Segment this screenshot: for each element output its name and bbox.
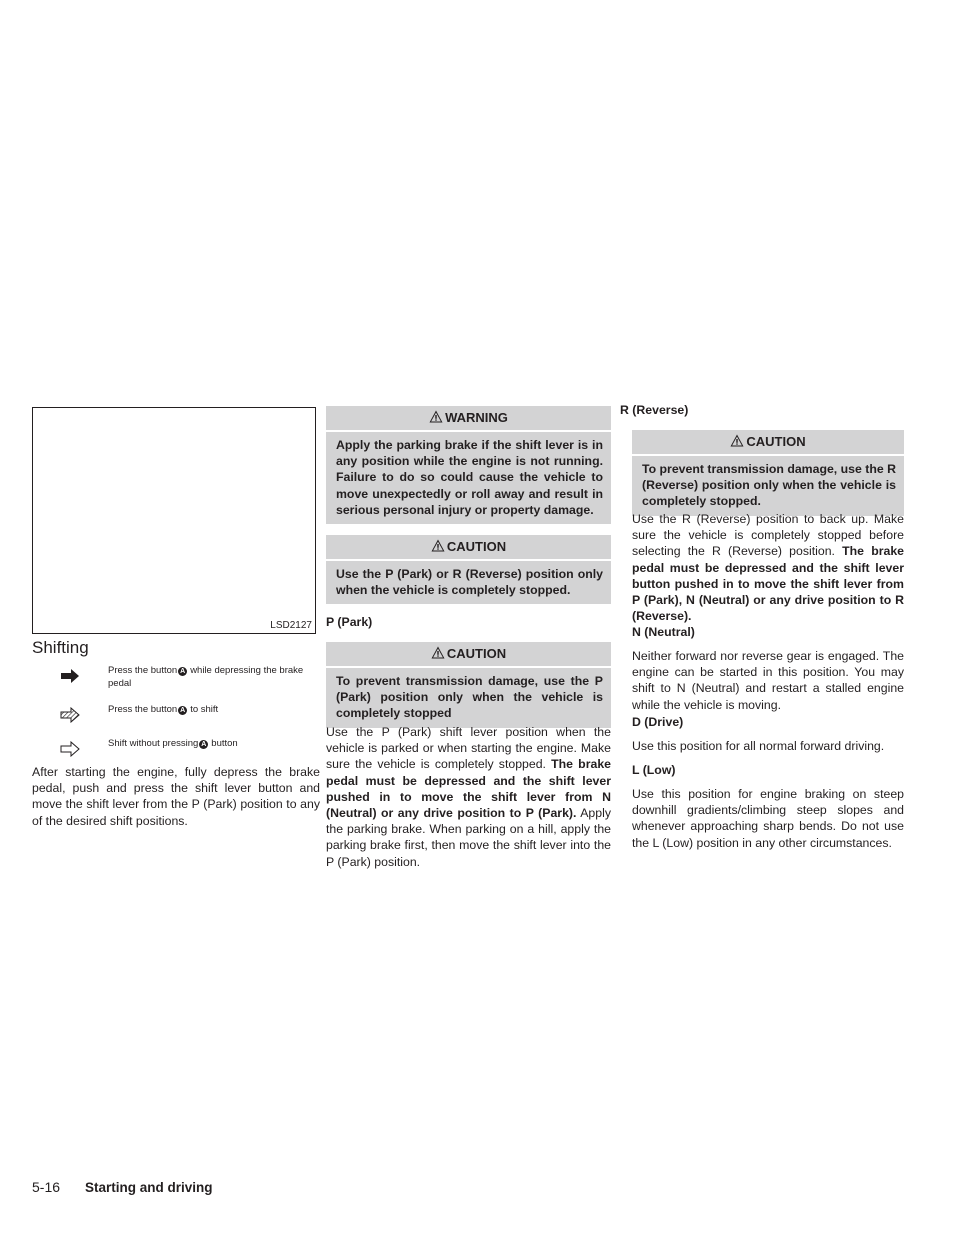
park-text: Use the P (Park) shift lever position when the vehicle is parked or when starting the engine. Make sure the vehicle is completely stopped. bbox=[326, 725, 611, 772]
reverse-text: Use the R (Reverse) position to back up. Make sure the vehicle is completely stopped before selecting the R (Reverse) position. bbox=[632, 512, 904, 559]
reverse-heading: R (Reverse) bbox=[620, 403, 689, 417]
button-a-marker: A bbox=[201, 741, 207, 748]
caution-title: CAUTION bbox=[746, 434, 806, 449]
caution-text: Use the P (Park) or R (Reverse) position only when the vehicle is completely stopped. bbox=[326, 559, 611, 604]
figure-code: LSD2127 bbox=[270, 620, 312, 631]
chapter-title: Starting and driving bbox=[85, 1180, 213, 1195]
section-title: Shifting bbox=[32, 638, 89, 657]
button-a-marker: A bbox=[180, 707, 186, 714]
park-paragraph bbox=[326, 724, 611, 870]
caution-box bbox=[632, 430, 904, 516]
shifting-paragraph: After starting the engine, fully depress the brake pedal, push and press the shift lever button and move the shift lever from the P (Park) position to any of the desired shift positions. bbox=[32, 765, 320, 828]
park-heading: P (Park) bbox=[326, 615, 373, 629]
caution-box bbox=[326, 535, 611, 604]
low-heading: L (Low) bbox=[632, 763, 676, 777]
legend-text-after: while depressing the brake pedal bbox=[108, 665, 304, 689]
caution-title: CAUTION bbox=[446, 539, 507, 554]
legend-text bbox=[108, 703, 328, 716]
page-number: 5-16 bbox=[32, 1179, 61, 1195]
drive-paragraph: Use this position for all normal forward driving. bbox=[632, 739, 885, 753]
legend-text bbox=[108, 664, 328, 690]
legend-text-after: button bbox=[211, 738, 238, 749]
caution-text: To prevent transmission damage, use the R (Reverse) position only when the vehicle is completely stopped. bbox=[632, 454, 904, 516]
legend-text bbox=[108, 737, 328, 750]
warning-box-header bbox=[326, 406, 611, 430]
neutral-heading: N (Neutral) bbox=[632, 625, 695, 639]
legend-text-before: Shift without pressing bbox=[108, 738, 199, 749]
button-a-marker: A bbox=[180, 668, 186, 675]
outline-arrow-icon bbox=[60, 741, 80, 757]
drive-heading: D (Drive) bbox=[632, 715, 684, 729]
reverse-bold-text: The brake pedal must be depressed and the shift lever button pushed in to move the shift lever from P (Park), N (Neutral) or any drive position to R (Reverse). bbox=[632, 544, 905, 624]
warning-box bbox=[326, 406, 611, 524]
low-paragraph: Use this position for engine braking on steep downhill gradients/climbing steep slopes and whenever approaching sharp bends. Do not use the L (Low) position in any other circumstances. bbox=[632, 787, 904, 850]
hatched-arrow-icon bbox=[60, 707, 80, 723]
figure-frame bbox=[32, 407, 316, 634]
neutral-paragraph: Neither forward nor reverse gear is engaged. The engine can be started in this position. You may shift to N (Neutral) and restart a stalled engine while the vehicle is moving. bbox=[632, 649, 904, 712]
caution-box bbox=[326, 642, 611, 728]
warning-text: Apply the parking brake if the shift lever is in any position while the engine is not running. Failure to do so could cause the vehicle to move unexpectedly or roll away and result in serious personal injury or property damage. bbox=[326, 430, 611, 524]
park-bold-text: The brake pedal must be depressed and the shift lever pushed in to move the shift lever from N (Neutral) or any drive position to P (Park). bbox=[326, 757, 612, 821]
warning-triangle-icon bbox=[730, 434, 744, 447]
legend-text-before: Press the button bbox=[108, 665, 178, 676]
warning-title: WARNING bbox=[445, 410, 508, 425]
caution-text: To prevent transmission damage, use the P (Park) position only when the vehicle is completely stopped bbox=[326, 666, 611, 728]
warning-triangle-icon bbox=[429, 410, 443, 423]
caution-box-header bbox=[632, 430, 904, 454]
warning-triangle-icon bbox=[431, 539, 445, 552]
park-text-2: Apply the parking brake. When parking on a hill, apply the parking brake first, then move the shift lever into the P (Park) position. bbox=[326, 806, 611, 869]
legend-item bbox=[60, 664, 330, 690]
legend-text-before: Press the button bbox=[108, 704, 178, 715]
legend-item bbox=[60, 737, 330, 763]
caution-box-header bbox=[326, 642, 611, 666]
solid-arrow-icon bbox=[60, 668, 80, 684]
reverse-paragraph bbox=[632, 511, 904, 624]
legend-text-after: to shift bbox=[190, 704, 219, 715]
caution-box-header bbox=[326, 535, 611, 559]
warning-triangle-icon bbox=[431, 646, 445, 659]
legend-item bbox=[60, 703, 330, 729]
caution-title: CAUTION bbox=[446, 646, 507, 661]
